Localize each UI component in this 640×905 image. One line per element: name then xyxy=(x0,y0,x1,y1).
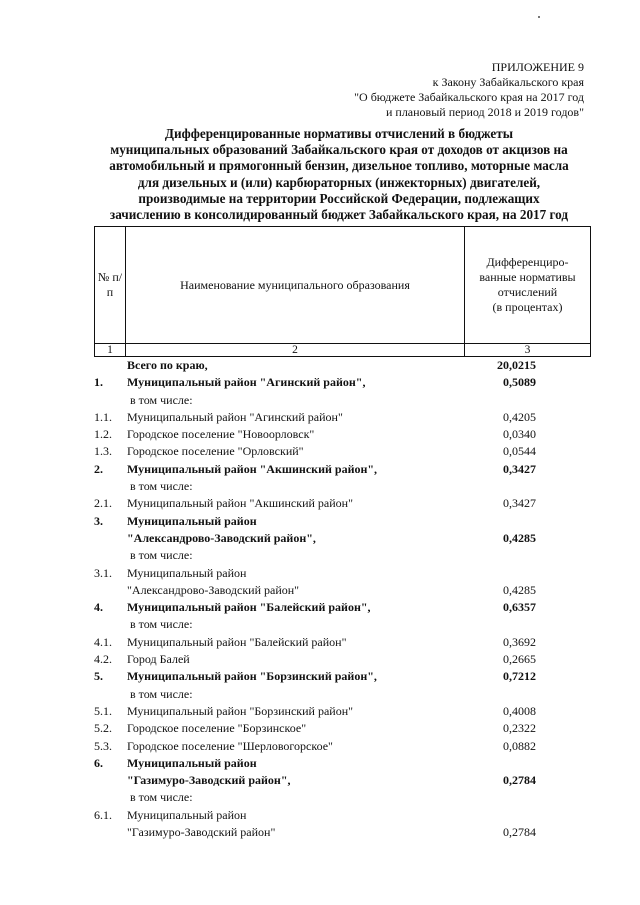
data-rows xyxy=(0,357,640,841)
row-name xyxy=(127,461,377,478)
row-number: 6.1. xyxy=(94,807,112,822)
column-index-1: 1 xyxy=(95,344,126,357)
row-name-line: "Газимуро-Заводский район", xyxy=(127,773,291,788)
row-value: 0,6357 xyxy=(503,600,536,615)
row-value: 0,2322 xyxy=(503,721,536,736)
table-row xyxy=(0,478,640,495)
row-name xyxy=(130,789,193,806)
column-index-3: 3 xyxy=(465,344,591,357)
row-name xyxy=(130,392,193,409)
row-value: 0,4205 xyxy=(503,409,536,424)
table-row xyxy=(0,668,640,685)
row-name xyxy=(127,443,304,460)
appendix-title: ПРИЛОЖЕНИЕ 9 xyxy=(491,60,584,74)
row-number: 2. xyxy=(94,461,103,476)
title-line: автомобильный и прямогонный бензин, дизельное топливо, моторные масла xyxy=(109,158,569,174)
row-name-line: "Александрово-Заводский район", xyxy=(127,530,316,545)
row-name-line: Городское поселение "Борзинское" xyxy=(127,721,307,736)
row-name xyxy=(127,807,275,842)
header-number: № п/п xyxy=(95,227,126,344)
row-number: 3. xyxy=(94,513,103,528)
row-name-line: "Газимуро-Заводский район" xyxy=(127,825,276,840)
row-name-line: Муниципальный район xyxy=(127,755,257,770)
table-row xyxy=(0,547,640,564)
row-name-line: Муниципальный район "Агинский район", xyxy=(127,375,366,390)
row-value: 0,2665 xyxy=(503,652,536,667)
row-number: 1.3. xyxy=(94,444,112,459)
row-number: 6. xyxy=(94,755,103,770)
row-number: 5.3. xyxy=(94,738,112,753)
title-line: производимые на территории Российской Федерации, подлежащих xyxy=(138,190,540,206)
table-row xyxy=(0,738,640,755)
row-name xyxy=(130,478,193,495)
document-title xyxy=(88,126,590,223)
row-name-line: Муниципальный район "Акшинский район", xyxy=(127,461,378,476)
row-number: 5.1. xyxy=(94,703,112,718)
table-row xyxy=(0,651,640,668)
row-name-line: Всего по краю, xyxy=(127,358,208,372)
row-name xyxy=(127,634,346,651)
table-row xyxy=(0,686,640,703)
row-value: 20,0215 xyxy=(497,358,536,372)
row-name xyxy=(127,409,343,426)
row-name xyxy=(127,703,353,720)
row-value: 0,7212 xyxy=(503,669,536,684)
row-name xyxy=(127,720,306,737)
row-name-line: Муниципальный район xyxy=(127,565,247,580)
row-value: 0,2784 xyxy=(503,773,536,788)
row-name-line: "Александрово-Заводский район" xyxy=(127,582,300,597)
table-row xyxy=(0,443,640,460)
row-value: 0,5089 xyxy=(503,375,536,390)
row-number: 5.2. xyxy=(94,721,112,736)
row-value: 0,4285 xyxy=(503,530,536,545)
table-row xyxy=(0,703,640,720)
row-name xyxy=(127,755,291,790)
table-row xyxy=(0,392,640,409)
row-number: 1. xyxy=(94,375,103,390)
row-name-line: Муниципальный район xyxy=(127,807,247,822)
row-name-line: Городское поселение "Новоорловск" xyxy=(127,427,315,442)
row-number: 4.2. xyxy=(94,652,112,667)
row-name-line: Муниципальный район xyxy=(127,513,257,528)
table-row xyxy=(0,599,640,616)
row-name xyxy=(127,651,190,668)
row-value: 0,4008 xyxy=(503,703,536,718)
table-row xyxy=(0,374,640,391)
table-row xyxy=(0,634,640,651)
title-line: зачислению в консолидированный бюджет Забайкальского края, на 2017 год xyxy=(109,207,569,223)
table-row xyxy=(0,616,640,633)
table-row xyxy=(0,461,640,478)
table-row xyxy=(0,409,640,426)
header-normative: Дифференциро- ванные нормативы отчислений (в процентах) xyxy=(465,227,591,344)
row-name xyxy=(127,599,371,616)
row-name xyxy=(127,495,353,512)
row-name-line: в том числе: xyxy=(130,686,193,701)
row-name-line: Городское поселение "Орловский" xyxy=(127,444,304,459)
row-name-line: Муниципальный район "Борзинский район" xyxy=(127,703,354,718)
row-name xyxy=(127,426,314,443)
row-number: 5. xyxy=(94,669,103,684)
row-name-line: в том числе: xyxy=(130,479,193,494)
row-value: 0,0882 xyxy=(503,738,536,753)
appendix-header xyxy=(354,60,584,120)
row-value: 0,3427 xyxy=(503,496,536,511)
row-name xyxy=(127,738,333,755)
row-value: 0,3692 xyxy=(503,634,536,649)
row-value: 0,2784 xyxy=(503,825,536,840)
table-row xyxy=(0,755,640,790)
row-name-line: Городское поселение "Шерловогорское" xyxy=(127,738,333,753)
row-name-line: Город Балей xyxy=(127,652,190,667)
table-row xyxy=(0,807,640,842)
title-line: муниципальных образований Забайкальского края от доходов от акцизов на xyxy=(110,142,568,158)
table-row xyxy=(0,495,640,512)
row-name xyxy=(127,374,365,391)
row-name xyxy=(127,668,377,685)
row-value: 0,3427 xyxy=(503,461,536,476)
row-number: 4.1. xyxy=(94,634,112,649)
row-name-line: в том числе: xyxy=(130,617,193,632)
table-row xyxy=(0,565,640,600)
row-name-line: Муниципальный район "Балейский район" xyxy=(127,634,347,649)
row-name-line: Муниципальный район "Акшинский район" xyxy=(127,496,353,511)
row-name-line: Муниципальный район "Борзинский район", xyxy=(127,669,377,684)
title-line: для дизельных и (или) карбюраторных (инжекторных) двигателей, xyxy=(137,174,541,190)
table-row xyxy=(0,426,640,443)
table-row xyxy=(0,513,640,548)
row-name xyxy=(130,686,193,703)
row-number: 2.1. xyxy=(94,496,112,511)
column-index-2: 2 xyxy=(126,344,465,357)
row-value: 0,0544 xyxy=(503,444,536,459)
row-name-line: Муниципальный район "Агинский район" xyxy=(127,409,343,424)
row-number: 4. xyxy=(94,600,103,615)
row-name-line: Муниципальный район "Балейский район", xyxy=(127,600,371,615)
appendix-law-period: и плановый период 2018 и 2019 годов" xyxy=(385,105,584,119)
header-municipality-name: Наименование муниципального образования xyxy=(126,227,465,344)
scan-dot xyxy=(538,16,540,18)
row-name-line: в том числе: xyxy=(130,548,193,563)
row-name xyxy=(127,357,208,374)
row-name xyxy=(127,513,316,548)
row-number: 1.2. xyxy=(94,427,112,442)
row-value: 0,4285 xyxy=(503,582,536,597)
row-name xyxy=(127,565,299,600)
row-number: 3.1. xyxy=(94,565,112,580)
table-header xyxy=(94,226,591,357)
row-name-line: в том числе: xyxy=(130,790,193,805)
table-row xyxy=(0,720,640,737)
appendix-law-ref: к Закону Забайкальского края xyxy=(432,75,584,89)
table-row xyxy=(0,789,640,806)
row-value: 0,0340 xyxy=(503,427,536,442)
row-name-line: в том числе: xyxy=(130,392,193,407)
table-row xyxy=(0,357,640,374)
row-number: 1.1. xyxy=(94,409,112,424)
title-line: Дифференцированные нормативы отчислений в бюджеты xyxy=(164,126,514,141)
row-name xyxy=(130,616,193,633)
appendix-law-name: "О бюджете Забайкальского края на 2017 год xyxy=(354,90,584,104)
row-name xyxy=(130,547,193,564)
